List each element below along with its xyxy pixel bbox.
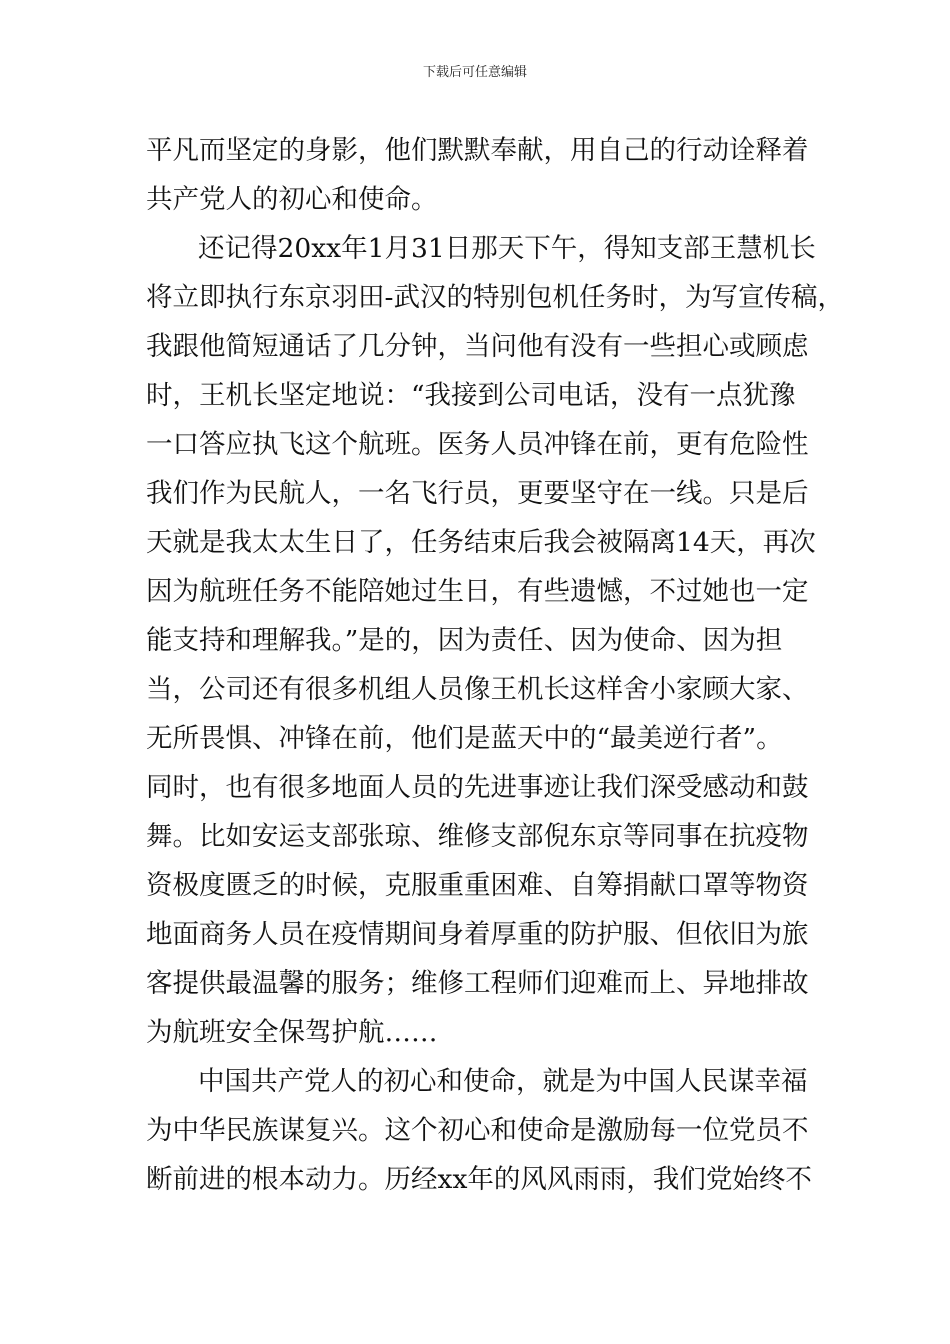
document-body <box>146 126 844 1204</box>
page-header: 下载后可任意编辑 <box>422 65 527 80</box>
text-line: 客提供最温馨的服务；维修工程师们迎难而上、异地排故 <box>146 968 809 999</box>
text-line: 断前进的根本动力。历经xx年的风风雨雨，我们党始终不 <box>146 1164 812 1195</box>
text-line: 我跟他简短通话了几分钟，当问他有没有一些担心或顾虑 <box>146 331 809 362</box>
text-line: 天就是我太太生日了，任务结束后我会被隔离14天，再次 <box>146 527 816 558</box>
text-line: 当，公司还有很多机组人员像王机长这样舍小家顾大家、 <box>146 674 809 705</box>
text-line: 因为航班任务不能陪她过生日，有些遗憾，不过她也一定 <box>146 576 809 607</box>
text-line: 将立即执行东京羽田-武汉的特别包机任务时，为写宣传稿， <box>146 282 844 313</box>
text-line-paragraph-start: 中国共产党人的初心和使命，就是为中国人民谋幸福 <box>198 1066 808 1097</box>
text-line: 舞。比如安运支部张琼、维修支部倪东京等同事在抗疫物 <box>146 821 809 852</box>
text-line: 为航班安全保驾护航…… <box>146 1017 438 1048</box>
text-line: 一口答应执飞这个航班。医务人员冲锋在前，更有危险性 <box>146 429 809 460</box>
text-line: 我们作为民航人，一名飞行员，更要坚守在一线。只是后 <box>146 478 809 509</box>
text-line: 能支持和理解我。”是的，因为责任、因为使命、因为担 <box>146 625 783 656</box>
text-line: 共产党人的初心和使命。 <box>146 184 438 215</box>
text-line: 资极度匮乏的时候，克服重重困难、自筹捐献口罩等物资 <box>146 870 809 901</box>
text-line: 同时，也有很多地面人员的先进事迹让我们深受感动和鼓 <box>146 772 809 803</box>
text-line: 地面商务人员在疫情期间身着厚重的防护服、但依旧为旅 <box>146 919 809 950</box>
text-line: 平凡而坚定的身影，他们默默奉献，用自己的行动诠释着 <box>146 135 809 166</box>
text-line: 时，王机长坚定地说：“我接到公司电话，没有一点犹豫 <box>146 380 796 411</box>
text-line-paragraph-start: 还记得20xx年1月31日那天下午，得知支部王慧机长 <box>198 233 816 264</box>
text-line: 无所畏惧、冲锋在前，他们是蓝天中的“最美逆行者”。 <box>146 723 783 754</box>
text-line: 为中华民族谋复兴。这个初心和使命是激励每一位党员不 <box>146 1115 809 1146</box>
